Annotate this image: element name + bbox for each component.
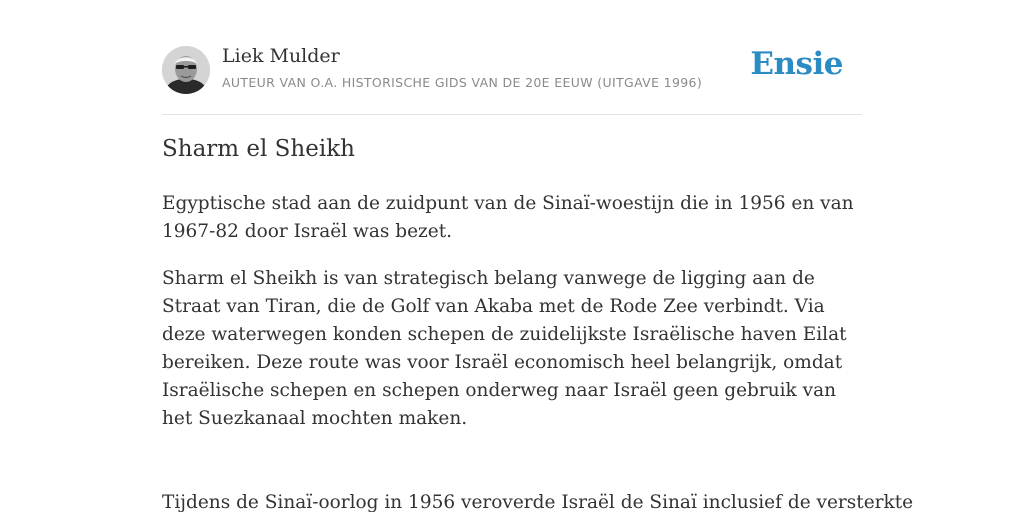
- article-title: Sharm el Sheikh: [162, 136, 355, 162]
- article-paragraph: Sharm el Sheikh is van strategisch belang vanwege de ligging aan de Straat van Tiran, die de Golf van Akaba met de Rode Zee verbindt. Via deze waterwegen konden schepen de zuidelijkste Israëlische haven Eilat bereiken. Deze route was voor Israël economisch heel belangrijk, omdat Israëlische schepen en schepen onderweg naar Israël geen gebruik van het Suezkanaal mochten maken.: [162, 268, 847, 429]
- article-card: [162, 0, 914, 512]
- article-paragraph: Tijdens de Sinaï-oorlog in 1956 veroverde Israël de Sinaï inclusief de versterkte: [162, 492, 914, 512]
- author-header: [162, 0, 862, 115]
- author-name[interactable]: Liek Mulder: [222, 45, 340, 67]
- author-bio: AUTEUR VAN O.A. HISTORISCHE GIDS VAN DE 20E EEUW (UITGAVE 1996): [222, 75, 703, 90]
- author-portrait-icon: [162, 46, 210, 94]
- author-avatar[interactable]: [162, 46, 210, 94]
- ensie-logo[interactable]: Ensie: [750, 46, 843, 82]
- article-paragraph: Egyptische stad aan de zuidpunt van de Sinaï-woestijn die in 1956 en van 1967-82 door Israël was bezet.: [162, 193, 854, 242]
